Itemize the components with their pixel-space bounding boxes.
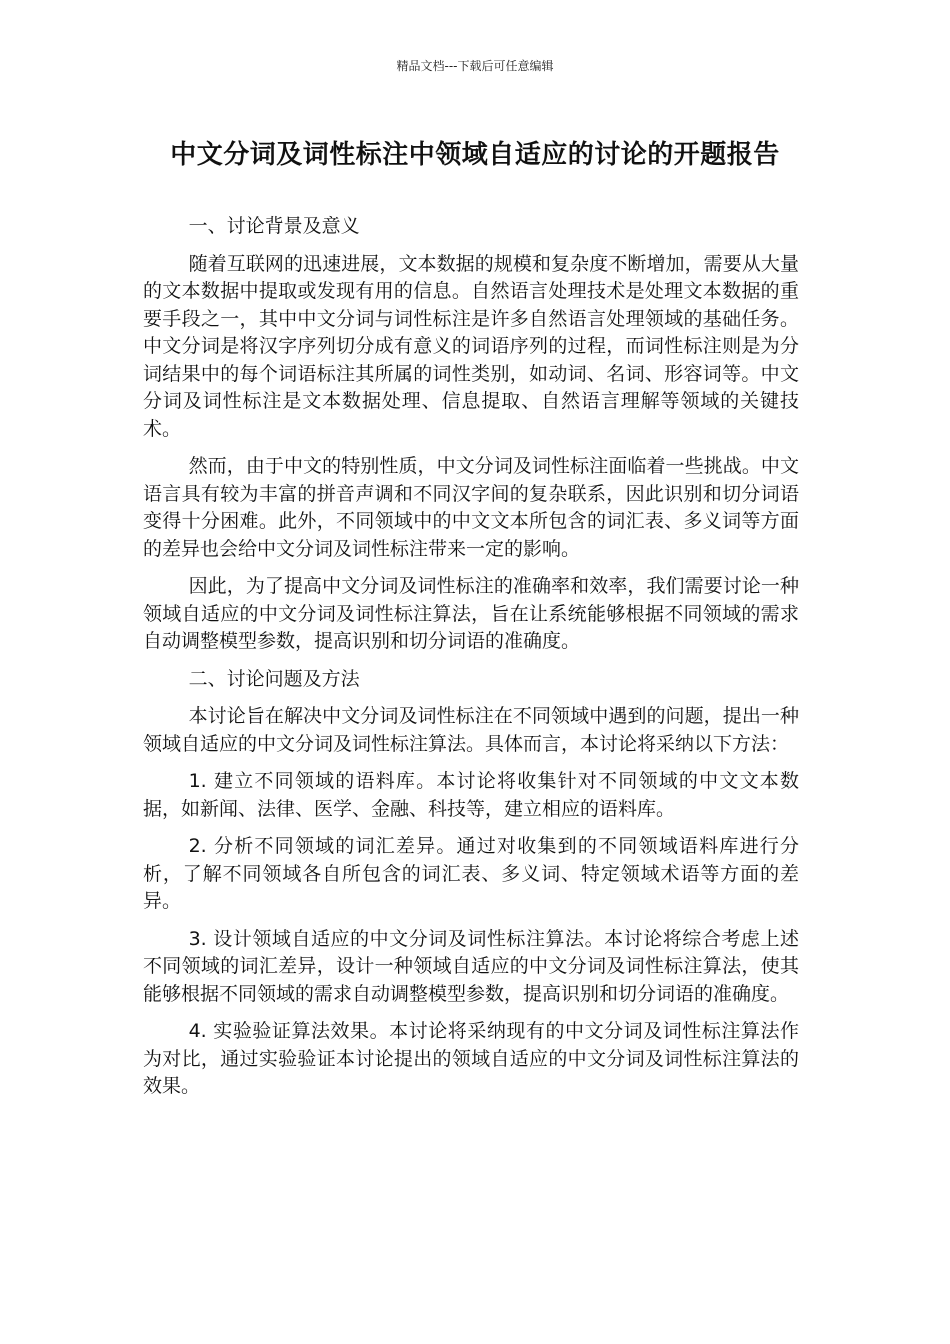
paragraph-background-3: 因此，为了提高中文分词及词性标注的准确率和效率，我们需要讨论一种领域自适应的中文分词及词性标注算法，旨在让系统能够根据不同领域的需求自动调整模型参数，提高识别和切分词语的准确度。 xyxy=(143,575,799,652)
list-item-3: 3. 设计领域自适应的中文分词及词性标注算法。本讨论将综合考虑上述不同领域的词汇差异，设计一种领域自适应的中文分词及词性标注算法，使其能够根据不同领域的需求自动调整模型参数，提高识别和切分词语的准确度。 xyxy=(143,927,799,1005)
list-item-1: 1. 建立不同领域的语料库。本讨论将收集针对不同领域的中文文本数据，如新闻、法律、医学、金融、科技等，建立相应的语料库。 xyxy=(143,770,799,820)
document-body xyxy=(143,213,799,1111)
paragraph-background-2: 然而，由于中文的特别性质，中文分词及词性标注面临着一些挑战。中文语言具有较为丰富的拼音声调和不同汉字间的复杂联系，因此识别和切分词语变得十分困难。此外，不同领域中的中文文本所包含的词汇表、多义词等方面的差异也会给中文分词及词性标注带来一定的影响。 xyxy=(143,455,799,560)
list-item-4: 4. 实验验证算法效果。本讨论将采纳现有的中文分词及词性标注算法作为对比，通过实验验证本讨论提出的领域自适应的中文分词及词性标注算法的效果。 xyxy=(143,1020,799,1097)
document-title: 中文分词及词性标注中领域自适应的讨论的开题报告 xyxy=(170,140,780,170)
section-heading-methods: 二、讨论问题及方法 xyxy=(188,667,360,690)
running-header: 精品文档---下载后可任意编辑 xyxy=(396,59,554,73)
section-heading-background: 一、讨论背景及意义 xyxy=(188,215,360,237)
list-item-2: 2. 分析不同领域的词汇差异。通过对收集到的不同领域语料库进行分析，了解不同领域各自所包含的词汇表、多义词、特定领域术语等方面的差异。 xyxy=(143,835,799,912)
paragraph-methods-intro: 本讨论旨在解决中文分词及词性标注在不同领域中遇到的问题，提出一种领域自适应的中文分词及词性标注算法。具体而言，本讨论将采纳以下方法： xyxy=(143,705,799,755)
paragraph-background-1: 随着互联网的迅速进展，文本数据的规模和复杂度不断增加，需要从大量的文本数据中提取或发现有用的信息。自然语言处理技术是处理文本数据的重要手段之一，其中中文分词与词性标注是许多自然语言处理领域的基础任务。中文分词是将汉字序列切分成有意义的词语序列的过程，而词性标注则是为分词结果中的每个词语标注其所属的词性类别，如动词、名词、形容词等。中文分词及词性标注是文本数据处理、信息提取、自然语言理解等领域的关键技术。 xyxy=(143,252,799,440)
